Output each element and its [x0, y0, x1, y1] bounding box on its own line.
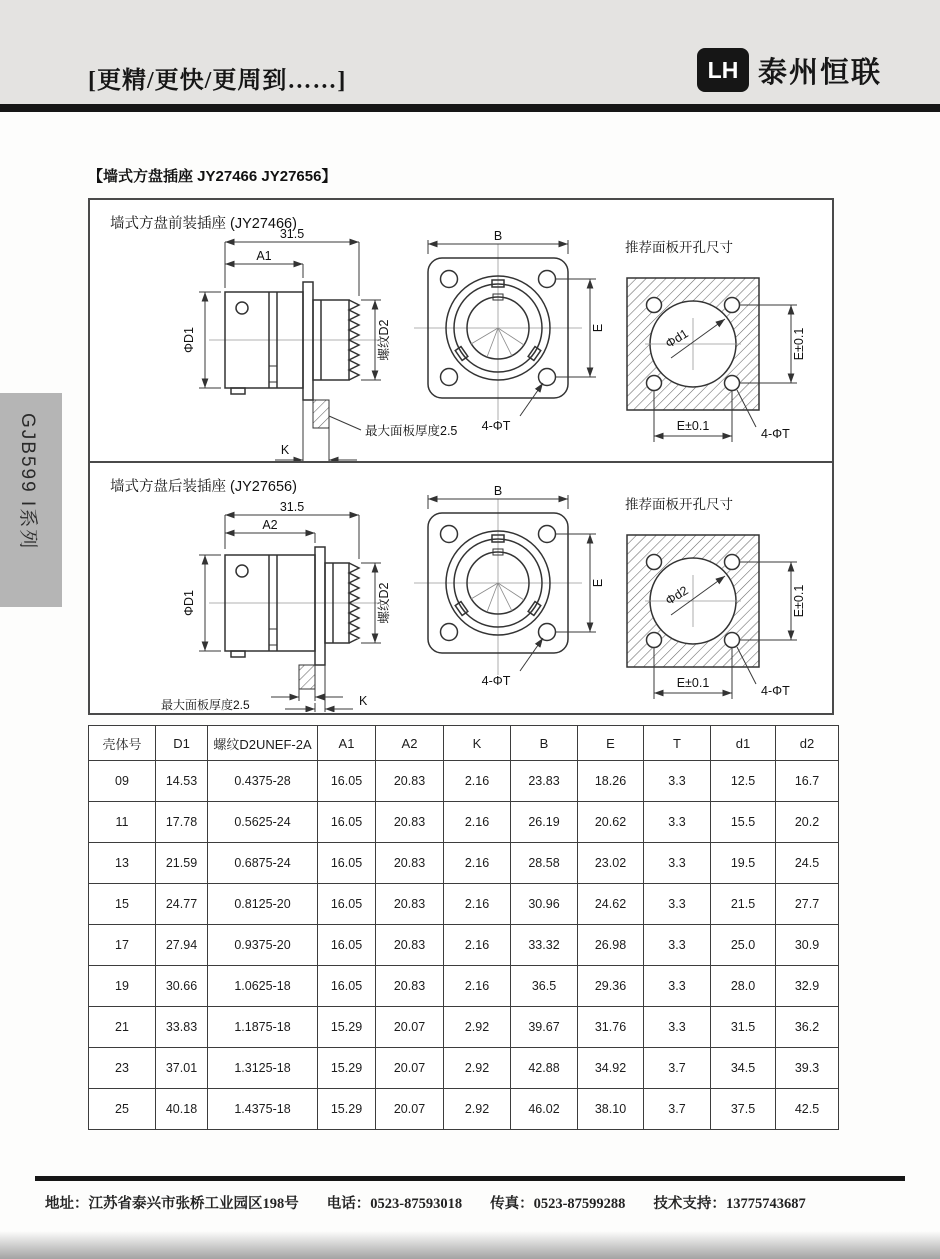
company-logo-icon: LH: [697, 48, 749, 92]
table-cell: 16.7: [776, 761, 839, 802]
table-cell: 13: [89, 843, 156, 884]
column-header: T: [644, 726, 711, 761]
table-cell: 31.5: [711, 1007, 776, 1048]
table-cell: 23: [89, 1048, 156, 1089]
table-cell: 30.96: [511, 884, 578, 925]
dim-k: K: [280, 443, 290, 457]
table-cell: 2.92: [444, 1048, 511, 1089]
front-mount-drawing: [90, 200, 832, 461]
dim-e-tol-v: E±0.1: [792, 584, 806, 618]
table-cell: 15.29: [318, 1007, 376, 1048]
table-cell: 3.3: [644, 843, 711, 884]
header-band: [0, 0, 940, 104]
table-cell: 39.67: [511, 1007, 578, 1048]
panel-cutout-view: [625, 496, 806, 699]
column-header: 壳体号: [89, 726, 156, 761]
table-cell: 26.98: [578, 925, 644, 966]
table-cell: 37.01: [156, 1048, 208, 1089]
table-cell: 36.5: [511, 966, 578, 1007]
table-cell: 24.62: [578, 884, 644, 925]
company-logo: [697, 48, 882, 92]
section-title-rear-mount: 墙式方盘后装插座 (JY27656): [110, 479, 297, 495]
table-cell: 37.5: [711, 1089, 776, 1130]
table-cell: 25: [89, 1089, 156, 1130]
table-cell: 42.5: [776, 1089, 839, 1130]
mount-holes-label: 4-ΦT: [481, 419, 511, 433]
mount-holes-label: 4-ΦT: [761, 427, 790, 441]
table-cell: 20.83: [376, 884, 444, 925]
table-cell: 16.05: [318, 802, 376, 843]
table-cell: 3.3: [644, 802, 711, 843]
table-cell: 28.0: [711, 966, 776, 1007]
footer-address: 地址：江苏省泰兴市张桥工业园区198号: [45, 1196, 299, 1212]
table-cell: 29.36: [578, 966, 644, 1007]
table-cell: 1.1875-18: [208, 1007, 318, 1048]
page-bottom-shadow: [0, 1231, 940, 1259]
table-cell: 17.78: [156, 802, 208, 843]
table-cell: 20.83: [376, 761, 444, 802]
spec-table: [88, 725, 839, 1130]
panel-cutout-title: 推荐面板开孔尺寸: [625, 497, 733, 512]
table-cell: 3.3: [644, 966, 711, 1007]
table-cell: 3.3: [644, 884, 711, 925]
table-cell: 26.19: [511, 802, 578, 843]
side-view: [161, 500, 391, 712]
table-cell: 3.7: [644, 1048, 711, 1089]
column-header: K: [444, 726, 511, 761]
column-header: 螺纹D2UNEF-2A: [208, 726, 318, 761]
page-title: 【墙式方盘插座 JY27466 JY27656】: [88, 168, 337, 185]
header-divider: [0, 104, 940, 112]
dim-e-tol-h: E±0.1: [676, 676, 710, 690]
table-cell: 20.2: [776, 802, 839, 843]
table-cell: 20.07: [376, 1007, 444, 1048]
table-cell: 14.53: [156, 761, 208, 802]
dim-b: B: [493, 484, 503, 498]
panel-thickness-note: 最大面板厚度2.5: [161, 698, 250, 712]
table-row: [89, 843, 839, 884]
table-cell: 17: [89, 925, 156, 966]
column-header: B: [511, 726, 578, 761]
series-tab: [0, 393, 62, 607]
table-cell: 40.18: [156, 1089, 208, 1130]
table-cell: 16.05: [318, 761, 376, 802]
table-cell: 20.83: [376, 802, 444, 843]
spec-table-body: [89, 761, 839, 1130]
table-cell: 3.3: [644, 925, 711, 966]
panel-cutout-view: [625, 239, 806, 442]
column-header: A2: [376, 726, 444, 761]
rear-mount-drawing: [90, 463, 832, 712]
table-cell: 19: [89, 966, 156, 1007]
side-view: [182, 227, 457, 461]
table-cell: 09: [89, 761, 156, 802]
table-cell: 19.5: [711, 843, 776, 884]
table-cell: 28.58: [511, 843, 578, 884]
table-cell: 18.26: [578, 761, 644, 802]
table-cell: 15.5: [711, 802, 776, 843]
thread-label: 螺纹D2: [377, 582, 391, 624]
section-title-front-mount: 墙式方盘前装插座 (JY27466): [110, 216, 297, 232]
table-cell: 42.88: [511, 1048, 578, 1089]
spec-table-head: [89, 726, 839, 761]
table-cell: 20.62: [578, 802, 644, 843]
table-cell: 12.5: [711, 761, 776, 802]
table-row: [89, 884, 839, 925]
footer-phone: 电话：0523-87593018: [326, 1196, 463, 1212]
table-row: [89, 925, 839, 966]
footer: [45, 1192, 915, 1213]
table-cell: 0.9375-20: [208, 925, 318, 966]
panel-cutout-title: 推荐面板开孔尺寸: [625, 240, 733, 255]
table-cell: 20.07: [376, 1089, 444, 1130]
table-cell: 2.92: [444, 1089, 511, 1130]
table-cell: 21.5: [711, 884, 776, 925]
table-cell: 21: [89, 1007, 156, 1048]
series-label: GJB599 I系列: [17, 413, 38, 551]
flange-view: [414, 484, 605, 688]
table-cell: 24.77: [156, 884, 208, 925]
company-name: 泰州恒联: [757, 56, 882, 89]
table-cell: 27.94: [156, 925, 208, 966]
table-cell: 1.4375-18: [208, 1089, 318, 1130]
table-cell: 11: [89, 802, 156, 843]
dim-a2: A2: [262, 518, 278, 532]
table-cell: 15: [89, 884, 156, 925]
dim-k: K: [359, 694, 368, 708]
table-cell: 16.05: [318, 966, 376, 1007]
table-cell: 2.16: [444, 884, 511, 925]
footer-support: 技术支持：13775743687: [653, 1196, 806, 1212]
dim-overall-length: 31.5: [279, 227, 305, 241]
table-cell: 33.32: [511, 925, 578, 966]
company-slogan: [更精/更快/更周到……]: [88, 68, 347, 94]
front-mount-section: [90, 200, 832, 463]
panel-thickness-note: 最大面板厚度2.5: [365, 424, 458, 438]
table-cell: 25.0: [711, 925, 776, 966]
table-cell: 15.29: [318, 1048, 376, 1089]
table-cell: 2.16: [444, 843, 511, 884]
dim-e: E: [591, 323, 605, 333]
table-cell: 20.83: [376, 843, 444, 884]
table-cell: 16.05: [318, 884, 376, 925]
dim-d1: ΦD1: [182, 327, 196, 353]
table-row: [89, 1089, 839, 1130]
table-cell: 0.5625-24: [208, 802, 318, 843]
table-cell: 31.76: [578, 1007, 644, 1048]
mount-holes-label: 4-ΦT: [481, 674, 511, 688]
table-cell: 23.02: [578, 843, 644, 884]
footer-fax: 传真：0523-87599288: [490, 1196, 626, 1212]
table-row: [89, 1007, 839, 1048]
dim-b: B: [493, 229, 503, 243]
rear-mount-section: [90, 463, 832, 712]
table-cell: 3.3: [644, 761, 711, 802]
table-cell: 2.92: [444, 1007, 511, 1048]
table-cell: 21.59: [156, 843, 208, 884]
table-cell: 32.9: [776, 966, 839, 1007]
table-cell: 23.83: [511, 761, 578, 802]
footer-divider: [35, 1176, 905, 1181]
table-cell: 33.83: [156, 1007, 208, 1048]
dim-a1: A1: [256, 249, 272, 263]
table-row: [89, 761, 839, 802]
table-cell: 2.16: [444, 925, 511, 966]
table-cell: 16.05: [318, 925, 376, 966]
table-cell: 2.16: [444, 966, 511, 1007]
table-cell: 34.5: [711, 1048, 776, 1089]
column-header: D1: [156, 726, 208, 761]
column-header: A1: [318, 726, 376, 761]
table-cell: 20.07: [376, 1048, 444, 1089]
table-cell: 1.0625-18: [208, 966, 318, 1007]
dim-overall-length: 31.5: [279, 500, 305, 514]
table-cell: 2.16: [444, 761, 511, 802]
cutout-diameter: Φd2: [663, 583, 691, 608]
table-cell: 30.9: [776, 925, 839, 966]
table-row: [89, 966, 839, 1007]
table-cell: 20.83: [376, 966, 444, 1007]
table-cell: 0.8125-20: [208, 884, 318, 925]
table-cell: 36.2: [776, 1007, 839, 1048]
column-header: d1: [711, 726, 776, 761]
dim-e: E: [591, 578, 605, 588]
table-cell: 0.6875-24: [208, 843, 318, 884]
table-cell: 3.3: [644, 1007, 711, 1048]
mount-holes-label: 4-ΦT: [761, 684, 790, 698]
table-cell: 16.05: [318, 843, 376, 884]
drawings-panel: [88, 198, 834, 715]
table-cell: 46.02: [511, 1089, 578, 1130]
table-row: [89, 802, 839, 843]
table-cell: 20.83: [376, 925, 444, 966]
table-cell: 15.29: [318, 1089, 376, 1130]
cutout-diameter: Φd1: [663, 326, 691, 351]
table-cell: 24.5: [776, 843, 839, 884]
dim-e-tol-h: E±0.1: [676, 419, 710, 433]
dim-d1: ΦD1: [182, 590, 196, 616]
table-header-row: [89, 726, 839, 761]
table-cell: 39.3: [776, 1048, 839, 1089]
column-header: d2: [776, 726, 839, 761]
column-header: E: [578, 726, 644, 761]
table-cell: 2.16: [444, 802, 511, 843]
table-cell: 38.10: [578, 1089, 644, 1130]
table-cell: 3.7: [644, 1089, 711, 1130]
thread-label: 螺纹D2: [377, 319, 391, 361]
flange-view: [414, 229, 605, 433]
table-cell: 0.4375-28: [208, 761, 318, 802]
table-cell: 27.7: [776, 884, 839, 925]
table-cell: 34.92: [578, 1048, 644, 1089]
table-row: [89, 1048, 839, 1089]
table-cell: 30.66: [156, 966, 208, 1007]
table-cell: 1.3125-18: [208, 1048, 318, 1089]
dim-e-tol-v: E±0.1: [792, 327, 806, 361]
